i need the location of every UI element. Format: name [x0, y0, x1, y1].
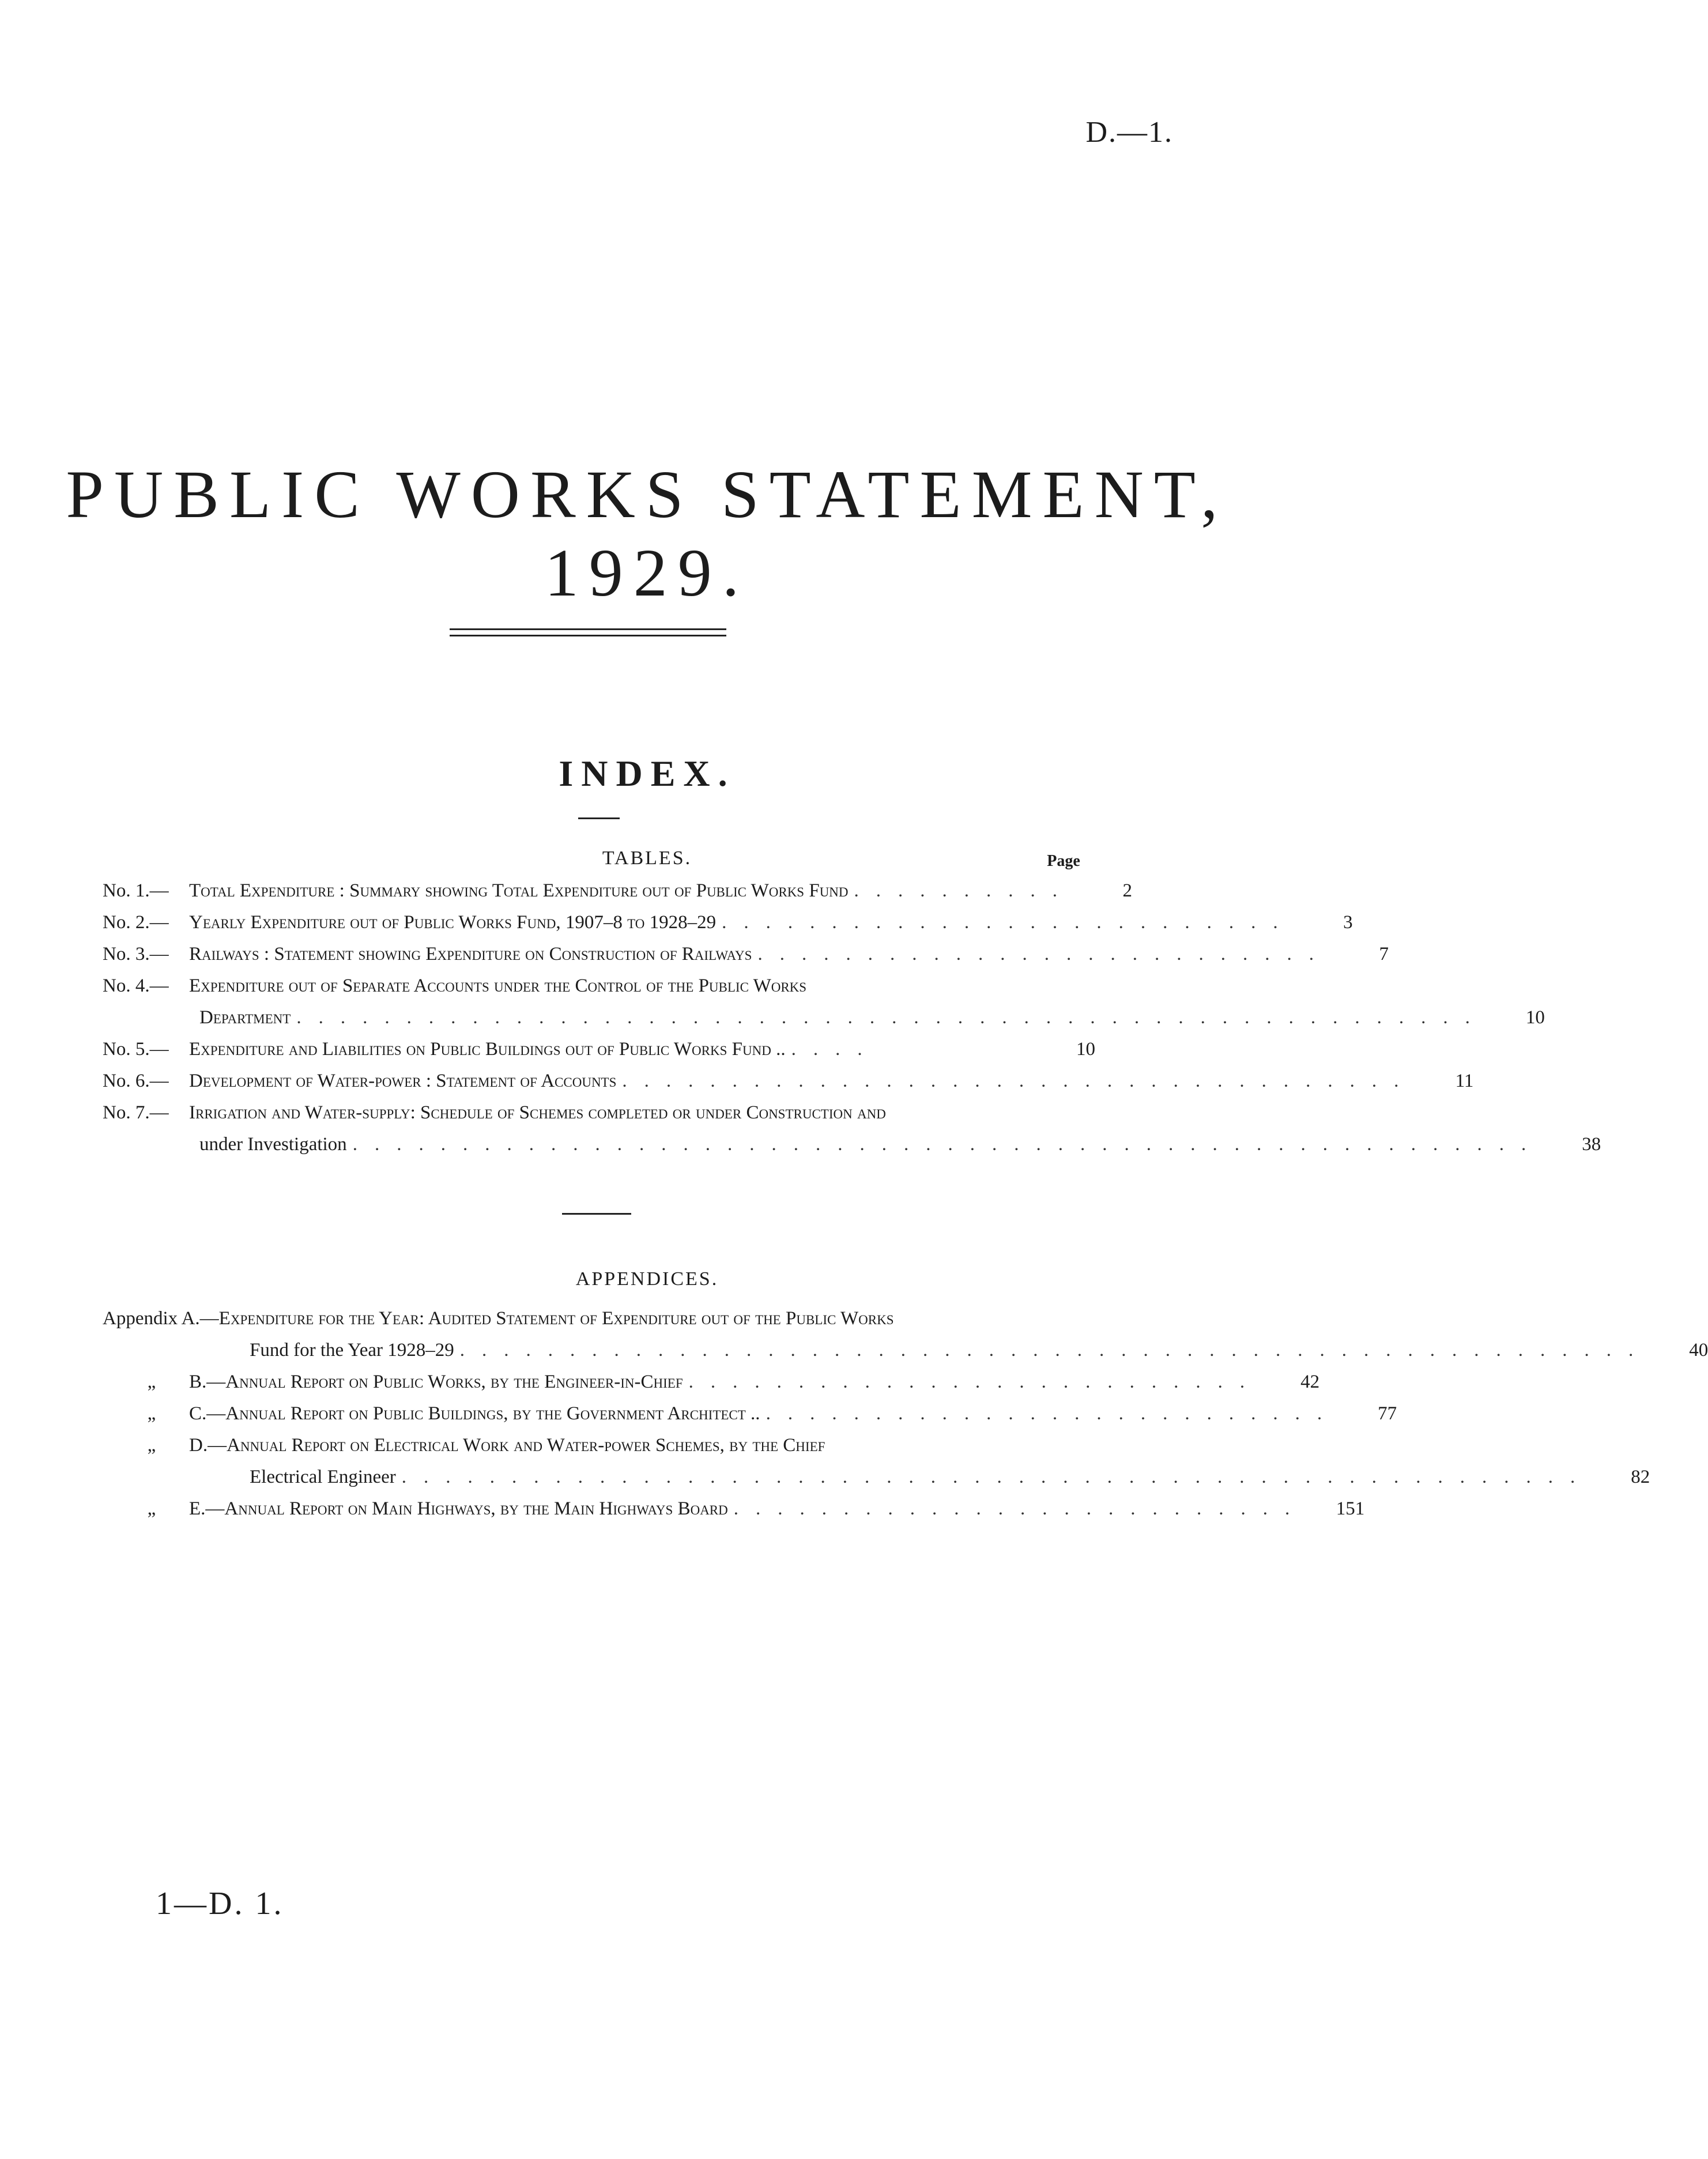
entry-title-continued: under Investigation [199, 1134, 347, 1155]
ditto-mark: „ [147, 1403, 156, 1424]
dot-leader: .......................... [757, 944, 1331, 964]
entry-page: 2 [1122, 880, 1133, 901]
entry-title: Total Expenditure : Summary showing Total Expenditure out of Public Works Fund [189, 880, 849, 901]
table-entry-5 [103, 1034, 1095, 1065]
entry-title: Yearly Expenditure out of Public Works Fund, 1907–8 to 1928–29 [189, 912, 717, 933]
ditto-mark: „ [147, 1371, 156, 1392]
tables-heading: TABLES. [602, 847, 692, 869]
ditto-mark: „ [147, 1435, 156, 1456]
dot-leader: .......... [854, 880, 1075, 901]
entry-title: Development of Water-power : Statement of Accounts [189, 1071, 617, 1091]
appendix-title-continued: Fund for the Year 1928–29 [250, 1340, 454, 1361]
entry-page: 3 [1343, 912, 1353, 933]
appendix-entry-c [103, 1398, 1397, 1430]
table-entry-4 [103, 970, 1545, 1034]
appendix-title: Expenditure for the Year: Audited Statement of Expenditure out of the Public Works [218, 1308, 894, 1329]
entry-title-continued: Department [199, 1007, 291, 1028]
entry-page: 10 [1525, 1007, 1545, 1028]
title-double-rule [450, 628, 726, 636]
appendix-entry-b [103, 1366, 1320, 1398]
entry-title: Expenditure and Liabilities on Public Buildings out of Public Works Fund .. [189, 1039, 786, 1060]
entry-page: 11 [1455, 1071, 1474, 1091]
appendix-title: Annual Report on Public Buildings, by the Government Architect .. [225, 1403, 760, 1424]
table-entry-2 [103, 907, 1353, 939]
table-entry-3 [103, 939, 1389, 970]
index-rule [578, 817, 620, 819]
entry-title: Irrigation and Water-supply: Schedule of Schemes completed or under Construction and [189, 1102, 886, 1123]
dot-leader: ...................................................... [401, 1467, 1593, 1487]
appendix-title: Annual Report on Public Works, by the Engineer-in-Chief [225, 1371, 683, 1392]
table-entry-7 [103, 1097, 1601, 1160]
appendices-heading: APPENDICES. [575, 1268, 719, 1290]
document-reference: D.—1. [1085, 116, 1173, 149]
entry-number: No. 6.— [103, 1071, 169, 1091]
dot-leader: .......................... [766, 1403, 1340, 1424]
document-title: PUBLIC WORKS STATEMENT, 1929. [66, 457, 1228, 611]
entry-number: No. 4.— [103, 975, 169, 996]
ditto-mark: „ [147, 1498, 156, 1519]
dot-leader: .......................... [722, 912, 1295, 933]
appendix-entry-a [103, 1303, 1708, 1366]
appendix-page: 151 [1336, 1498, 1365, 1519]
index-heading: INDEX. [559, 753, 736, 794]
dot-leader: ...................................................... [296, 1007, 1487, 1028]
appendix-page: 42 [1300, 1371, 1320, 1392]
appendix-letter: C.— [189, 1403, 226, 1424]
dot-leader: .................................... [622, 1071, 1416, 1091]
entry-number: No. 5.— [103, 1039, 169, 1060]
entry-number: No. 7.— [103, 1102, 169, 1123]
entry-title: Railways : Statement showing Expenditure on Construction of Railways [189, 944, 752, 964]
page-column-label: Page [1047, 852, 1080, 870]
appendix-letter: D.— [189, 1435, 227, 1456]
appendix-page: 82 [1631, 1467, 1650, 1487]
entry-number: No. 2.— [103, 912, 169, 933]
dot-leader: ...................................................... [459, 1340, 1651, 1361]
entry-page: 10 [1076, 1039, 1095, 1060]
entry-page: 38 [1582, 1134, 1601, 1155]
appendix-title: Annual Report on Main Highways, by the Main Highways Board [224, 1498, 728, 1519]
entry-title: Expenditure out of Separate Accounts under the Control of the Public Works [189, 975, 807, 996]
dot-leader: .... [791, 1039, 880, 1060]
appendix-entry-e [103, 1493, 1365, 1525]
appendix-page: 40 [1689, 1340, 1708, 1361]
table-entry-1 [103, 875, 1133, 907]
appendix-entry-d [103, 1430, 1650, 1493]
entry-page: 7 [1379, 944, 1389, 964]
appendix-title-continued: Electrical Engineer [250, 1467, 396, 1487]
appendix-page: 77 [1378, 1403, 1397, 1424]
footer-document-code: 1—D. 1. [156, 1886, 284, 1921]
dot-leader: ...................................................... [352, 1134, 1544, 1155]
appendix-letter: E.— [189, 1498, 225, 1519]
dot-leader: .......................... [733, 1498, 1307, 1519]
appendix-title: Annual Report on Electrical Work and Water-power Schemes, by the Chief [227, 1435, 825, 1456]
entry-number: No. 1.— [103, 880, 169, 901]
table-entry-6 [103, 1065, 1474, 1097]
section-rule [562, 1213, 631, 1215]
dot-leader: .......................... [688, 1371, 1262, 1392]
entry-number: No. 3.— [103, 944, 169, 964]
appendix-letter: B.— [189, 1371, 226, 1392]
appendix-prefix: Appendix A.— [103, 1308, 219, 1329]
